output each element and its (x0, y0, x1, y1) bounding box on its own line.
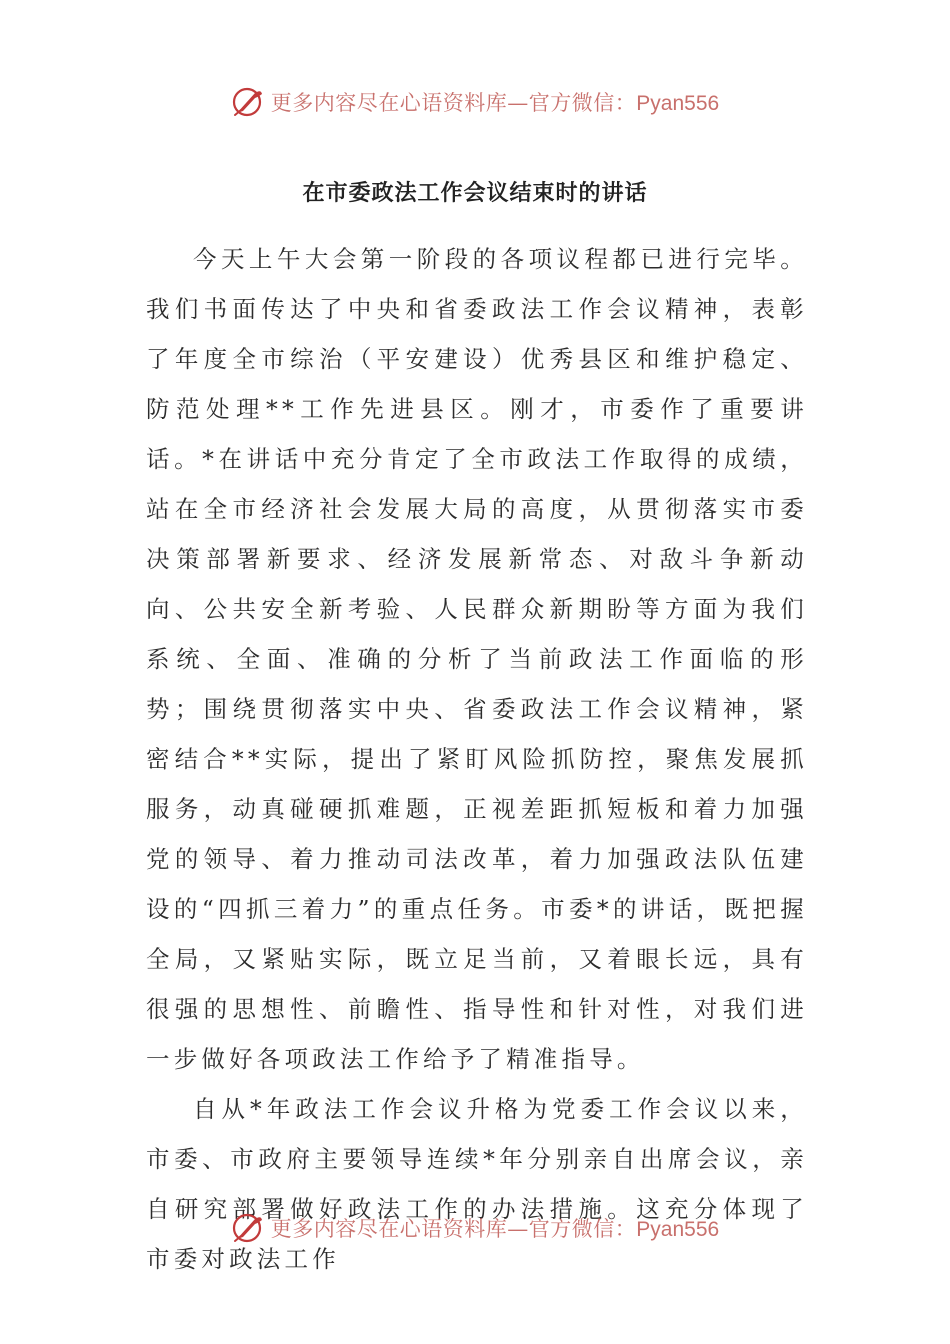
watermark-text: 更多内容尽在心语资料库—官方微信：Pyan556 (270, 91, 720, 115)
watermark-text: 更多内容尽在心语资料库—官方微信：Pyan556 (270, 1217, 720, 1241)
footer-watermark (0, 1208, 950, 1248)
document-body (146, 234, 808, 1284)
paragraph: 今天上午大会第一阶段的各项议程都已进行完毕。我们书面传达了中央和省委政法工作会议精神，表彰了年度全市综治（平安建设）优秀县区和维护稳定、防范处理**工作先进县区。刚才，市委作了重要讲话。*在讲话中充分肯定了全市政法工作取得的成绩，站在全市经济社会发展大局的高度，从贯彻落实市委决策部署新要求、经济发展新常态、对敌斗争新动向、公共安全新考验、人民群众新期盼等方面为我们系统、全面、准确的分析了当前政法工作面临的形势；围绕贯彻落实中央、省委政法工作会议精神，紧密结合**实际，提出了紧盯风险抓防控，聚焦发展抓服务，动真碰硬抓难题，正视差距抓短板和着力加强党的领导、着力推动司法改革，着力加强政法队伍建设的“四抓三着力”的重点任务。市委*的讲话，既把握全局，又紧贴实际，既立足当前，又着眼长远，具有很强的思想性、前瞻性、指导性和针对性，对我们进一步做好各项政法工作给予了精准指导。 (146, 245, 808, 1073)
paragraph: 自从*年政法工作会议升格为党委工作会议以来，市委、市政府主要领导连续*年分别亲自出席会议，亲自研究部署做好政法工作的办法措施。这充分体现了市委对政法工作 (146, 1095, 808, 1273)
header-watermark (0, 82, 950, 122)
quill-logo-icon (231, 85, 265, 119)
quill-logo-icon (231, 1211, 265, 1245)
document-title: 在市委政法工作会议结束时的讲话 (302, 180, 648, 206)
